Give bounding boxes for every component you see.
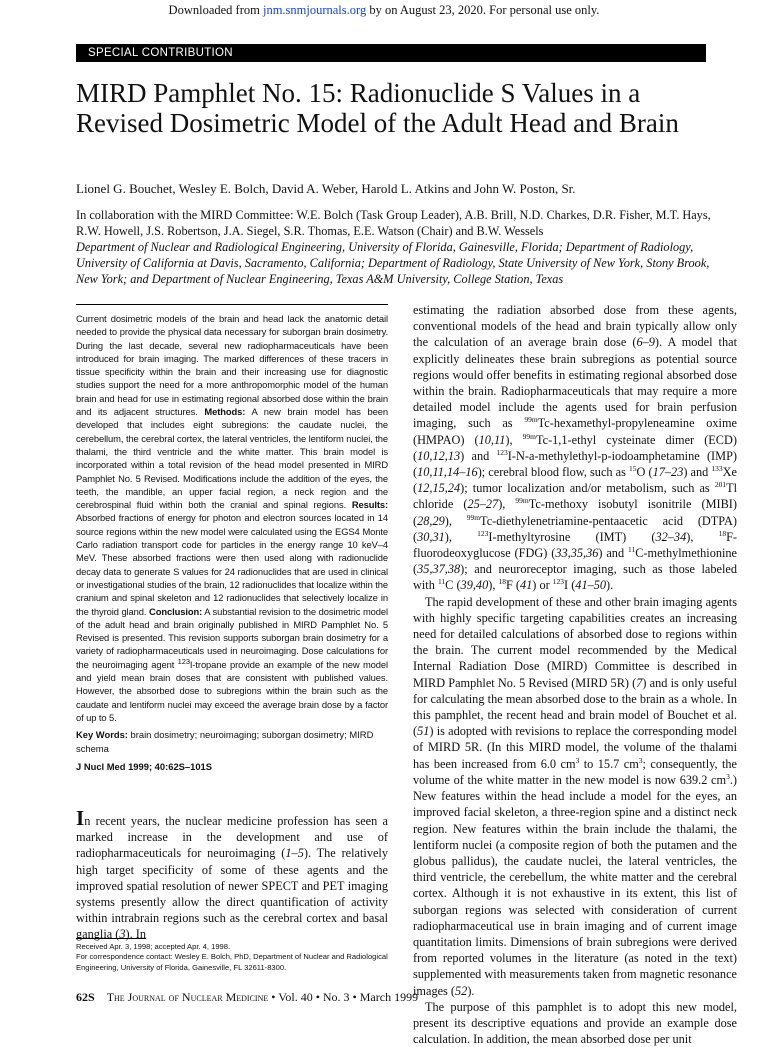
abstract-methods: A new brain model has been developed that includes eight subregions: the caudate nuclei, the cerebellum, the cerebral cortex, the lateral ventricles, the lentiform nuclei, the thalami, the third ventricle and the white matter. This brain model is incorporated within a total revision of the head model presented in MIRD Pamphlet No. 5 Revised. Modifications include the addition of the eyes, the teeth, the mandible, an upper facial region, a neck region and the cerebrospinal fluid within both the cranial and spinal regions.: [76, 406, 388, 511]
affiliations: Department of Nuclear and Radiological Engineering, University of Florida, Gainesville, Florida; Department of Radiology, University of California at Davis, Sacramento, California; Department of Radiology, State University of New York, Stony Brook, New York; and Department of Nuclear Engineering, Texas A&M University, College Station, Texas: [76, 240, 710, 286]
text: ). A model that explicitly delineates these brain subregions as potential source regions would offer benefits in estimating regional absorbed dose within the brain. Radiopharmaceuticals that may require a more detailed model include the agents used for brain perfusion imaging, such as: [413, 335, 737, 431]
text: ); and neuroreceptor imaging, such as those labeled with: [413, 562, 737, 593]
citation: 52: [455, 983, 468, 998]
text: ; consequently, the volume of the white matter in the new model is now 639.2 cm: [413, 756, 738, 787]
correspondence: For correspondence contact: Wesley E. Bolch, PhD, Department of Nuclear and Radiological Engineering, University of Florida, Gainesville, FL 32611-8300.: [76, 952, 388, 972]
isotope-sup: 99m: [522, 431, 536, 441]
unit-sup: 3: [638, 755, 643, 765]
isotope-sup: 123: [496, 447, 508, 457]
citation: 28,29: [417, 513, 445, 528]
citation: 51: [417, 724, 430, 739]
text: ).: [606, 578, 614, 593]
isotope-sup: 11: [437, 577, 446, 587]
text: ),: [498, 497, 516, 512]
text: ) and is only useful for calculating the mean absorbed dose to the brain as a whole. In this pamphlet, the recent head and brain model of Bouchet et al. (: [413, 675, 738, 739]
citation: 33,35,36: [555, 546, 599, 561]
text: ) and: [598, 546, 628, 561]
isotope-sup: 15: [629, 463, 637, 473]
text: I-methyltyrosine (IMT) (: [488, 529, 656, 544]
text: Tc-1,1-ethyl cysteinate dimer (ECD) (: [413, 432, 737, 463]
body-paragraph: [413, 302, 737, 594]
text: ),: [488, 578, 499, 593]
citation: 10,11: [478, 432, 506, 447]
isotope-sup: 99m: [466, 512, 481, 522]
citation: 35,37,38: [417, 562, 461, 577]
citation: 10,12,13: [417, 448, 461, 463]
intro-text: ). In: [125, 927, 147, 942]
text: C (: [445, 578, 461, 593]
text: ); cerebral blood flow, such as: [477, 465, 630, 480]
download-note-prefix: Downloaded from: [168, 3, 263, 17]
text: ) and: [683, 465, 712, 480]
footnote: [76, 942, 388, 973]
isotope-sup: 11: [628, 544, 636, 554]
body-paragraph: The purpose of this pamphlet is to adopt this new model, present its descriptive equations and provide an example dose calculation. In addition, the mean absorbed dose per unit: [413, 999, 737, 1047]
download-note-suffix: by on August 23, 2020. For personal use only.: [366, 3, 600, 17]
text: Tc-methoxy isobutyl isonitrile (MIBI) (: [413, 497, 737, 528]
isotope-sup: 18: [498, 577, 506, 587]
text: estimating the radiation absorbed dose from these agents, conventional models of the head and brain typically allow only the calculation of an average brain dose (: [413, 303, 737, 350]
author-list: Lionel G. Bouchet, Wesley E. Bolch, David A. Weber, Harold L. Atkins and John W. Poston, Sr.: [76, 181, 576, 196]
text: ) and: [460, 448, 497, 463]
body-text: [413, 302, 737, 1047]
right-column: [413, 302, 737, 1047]
isotope-sup: 99m: [515, 496, 529, 506]
text: ),: [444, 513, 467, 528]
isotope-sup: 123: [177, 656, 190, 666]
results-label: Results:: [351, 499, 388, 511]
section-banner: SPECIAL CONTRIBUTION: [76, 44, 706, 62]
text: Tc-diethylenetriamine-pentaacetic acid (DTPA) (: [413, 513, 737, 544]
citation: 3: [119, 927, 126, 942]
text: ).: [467, 983, 475, 998]
intro-paragraph: [76, 806, 389, 943]
keywords-label: Key Words:: [76, 729, 128, 741]
text: ),: [686, 529, 719, 544]
text: F (: [505, 578, 520, 593]
unit-sup: 3: [575, 755, 580, 765]
page-footer: [76, 990, 736, 1005]
isotope-sup: 123: [477, 528, 489, 538]
text: to 15.7 cm: [579, 756, 639, 771]
article-title: MIRD Pamphlet No. 15: Radionuclide S Values in a Revised Dosimetric Model of the Adult Head and Brain: [76, 78, 679, 138]
text: Xe (: [413, 465, 737, 496]
received-dates: Received Apr. 3, 1998; accepted Apr. 4, 1998.: [76, 942, 231, 951]
isotope-sup: 133: [711, 463, 723, 473]
citation: 17–23: [652, 465, 684, 480]
text: C-methylmethionine (: [413, 546, 738, 577]
abstract-background: Current dosimetric models of the brain and head lack the anatomic detail needed to provide the physical data necessary for suborgan brain dosimetry. During the last decade, several new radiopharmaceuticals have been introduced for brain imaging. The marked differences of these tracers in tissue specificity within the brain and their increasing use for diagnostic studies support the need for a more anthropomorphic model of the human brain and head for use in estimating regional absorbed dose within the brain and its adjacent structures.: [76, 313, 388, 418]
citation: 30,31: [417, 529, 445, 544]
collaboration-note: In collaboration with the MIRD Committee: W.E. Bolch (Task Group Leader), A.B. Brill, N.D. Charkes, D.R. Fisher, M.T. Hays, R.W. Howell, J.S. Robertson, J.A. Siegel, S.R. Thomas, E.E. Watson (Chair) and B.W. Wessels: [76, 208, 711, 238]
isotope-sup: 99m: [524, 415, 538, 425]
body-paragraph: [413, 594, 737, 999]
citation: 39,40: [460, 578, 489, 593]
unit-sup: 3: [726, 771, 730, 781]
text: ) is adopted with revisions to replace the corresponding model of MIRD 5R. (In this MIRD model, the volume of the thalami has been increased from 6.0 cm: [413, 724, 737, 771]
isotope-sup: 123: [552, 577, 565, 587]
text: .) New features within the head include a model for the eyes, an improved facial skeleton, a three-region spine and a distinct neck region. New features within the brain include the thalami, the lentiform nuclei (a composite region of both the putamen and the globus pallidus), the caudate nuclei, the lateral ventricles, the third ventricle, the cerebellum, the white matter and the cerebral cortex. Although it is not exhaustive in its extent, this list of suborgan regions was selected with consideration of current radiopharmaceutical use in brain imaging and of current image quantitation limits. Dimensions of brain subregions were derived from reported volumes in the literature (as noted in the text) supplemented with measurements taken from magnetic resonance images (: [413, 772, 737, 998]
text: Tl chloride (: [413, 481, 737, 512]
journal-reference: J Nucl Med 1999; 40:62S–101S: [76, 760, 213, 772]
text: ),: [444, 529, 478, 544]
text: F-fluorodeoxyglucose (FDG) (: [413, 529, 738, 561]
keywords: [76, 728, 388, 755]
text: ),: [505, 432, 523, 447]
citation: 10,11,14–16: [417, 465, 478, 480]
keywords-text: brain dosimetry; neuroimaging; suborgan dosimetry; MIRD schema: [76, 729, 374, 754]
abstract-conclusion: A substantial revision to the dosimetric model of the adult head and brain originally published in MIRD Pamphlet No. 5 Revised is presented. This revision supports suborgan brain dosimetry for a variety of radiopharmaceuticals used in neuroimaging. Dose calculations for the neuroimaging agent: [76, 605, 388, 670]
citation: 41–50: [575, 578, 607, 593]
text: O (: [636, 465, 653, 480]
text: I-N-a-methylethyl-p-iodoamphetamine (IMP) (: [413, 448, 737, 480]
abstract-rule: [76, 304, 388, 305]
text: I (: [564, 578, 576, 593]
text: ) or: [532, 578, 553, 593]
citation: 1–5: [285, 846, 304, 861]
citation: 25–27: [467, 497, 499, 512]
left-column: [76, 312, 388, 772]
isotope-sup: 18: [718, 528, 727, 538]
abstract-conclusion-cont: I-tropane provide an example of the new model and yield mean brain doses that are consistent with published values. However, the absorbed dose to subregions within the brain such as the caudate and lentiform nuclei may exceed the average brain dose by a factor of up to 5.: [76, 658, 388, 723]
text: Tc-hexamethyl-propyleneamine oxime (HMPAO) (: [413, 416, 737, 447]
methods-label: Methods:: [204, 406, 246, 418]
journal-name: The Journal of Nuclear Medicine: [106, 990, 269, 1004]
citation: 7: [636, 675, 643, 690]
abstract-results: Absorbed fractions of energy for photon and electron sources located in 14 source regions within the new model were calculated using the EGS4 Monte Carlo radiation transport code for particles in the energy range 10 keV–4 MeV. These absorbed fractions were then used along with radionuclide decay data to generate S values for 24 radionuclides that are used in clinical or investigational studies of the brain, 12 radionuclides that localize within the cranium and spinal skeleton and 12 radionuclides that selectively localize in the thyroid gland.: [76, 512, 388, 617]
drop-cap: I: [76, 806, 85, 830]
citation: 41: [519, 578, 533, 593]
intro-text: ). The relatively high target specificity of some of these agents and the improved spatial resolution of newer SPECT and PET imaging systems presently allow the direct quantification of activity within intrabrain regions such as the cerebral cortex and basal ganglia (: [76, 846, 389, 942]
text: The rapid development of these and other brain imaging agents with highly specific targeting capabilities creates an increasing need for detailed calculations of absorbed dose to regions within the brain. The current model recommended by the Medical Internal Radiation Dose (MIRD) Committee is described in MIRD Pamphlet No. 5 Revised (MIRD 5R) (: [413, 594, 737, 690]
text: ); tumor localization and/or metabolism, such as: [460, 481, 715, 496]
page-number: 62S: [76, 990, 95, 1004]
conclusion-label: Conclusion:: [149, 605, 203, 617]
citation: 12,15,24: [417, 481, 461, 496]
intro-text: n recent years, the nuclear medicine profession has seen a marked increase in the development and use of radiopharmaceuticals for neuroimaging (: [76, 814, 388, 861]
citation: 6–9: [636, 335, 655, 350]
download-note: [0, 3, 768, 18]
journal-site-link[interactable]: jnm.snmjournals.org: [262, 3, 367, 17]
abstract: [76, 312, 388, 724]
issue-info: • Vol. 40 • No. 3 • March 1999: [268, 990, 419, 1004]
footnote-rule: [76, 938, 146, 939]
isotope-sup: 201: [714, 480, 727, 490]
citation: 32–34: [655, 529, 687, 544]
